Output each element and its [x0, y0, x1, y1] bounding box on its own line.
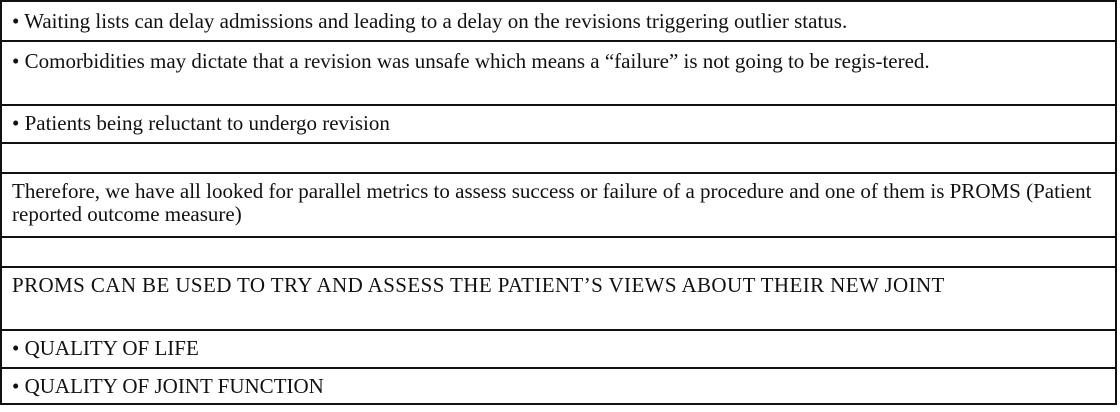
table-row	[2, 40, 1115, 104]
row-text: PROMS CAN BE USED TO TRY AND ASSESS THE PATIENT’S VIEWS ABOUT THEIR NEW JOINT	[12, 273, 945, 297]
table-row	[2, 329, 1115, 367]
table-row	[2, 367, 1115, 405]
empty-table-row	[2, 236, 1115, 266]
empty-table-row	[2, 142, 1115, 172]
table-row	[2, 172, 1115, 236]
row-text: • Comorbidities may dictate that a revision was unsafe which means a “failure” is not going to be regis-tered.	[12, 49, 930, 73]
table-row-heading	[2, 266, 1115, 329]
row-text: • QUALITY OF LIFE	[12, 336, 199, 360]
row-text: Therefore, we have all looked for parallel metrics to assess success or failure of a procedure and one of them is PROMS (Patient reported outcome measure)	[12, 179, 1092, 226]
row-text: • QUALITY OF JOINT FUNCTION	[12, 374, 324, 398]
row-text: • Patients being reluctant to undergo revision	[12, 111, 390, 135]
table-row	[2, 0, 1115, 40]
row-text: • Waiting lists can delay admissions and leading to a delay on the revisions triggering outlier status.	[12, 9, 848, 33]
table-row	[2, 104, 1115, 142]
